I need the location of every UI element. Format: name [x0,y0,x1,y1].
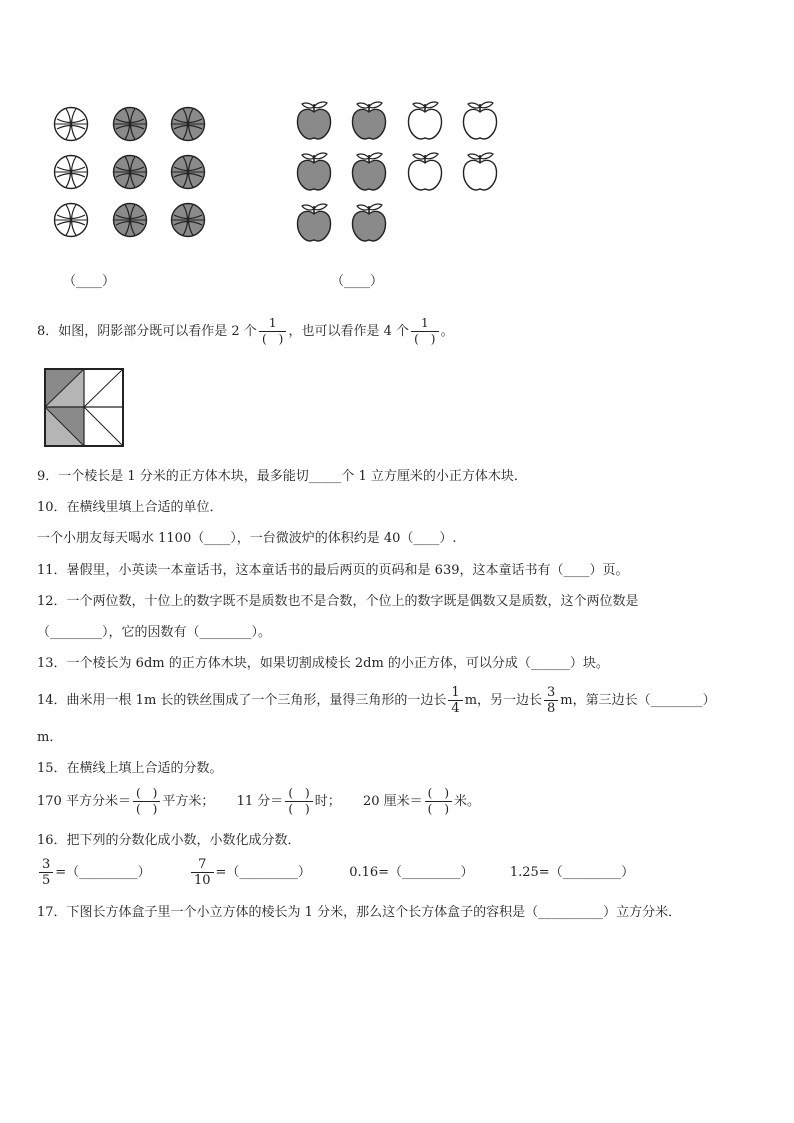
apple-icon-empty [461,152,499,192]
fraction-q8-a[interactable]: $\frac{1}{( )}$ [259,316,287,347]
basketball-icon-shaded [170,154,206,190]
question-8: 8．如图，阴影部分既可以看作是 2 个 $\frac{1}{( )}$ ，也可以看作是 4 个 $\frac{1}{( )}$ 。 [37,316,454,346]
question-17: 17．下图长方体盒子里一个小立方体的棱长为 1 分米，那么这个长方体盒子的容积是（__________）立方分米． [37,905,682,920]
apple-icon-shaded [350,152,388,192]
basketball-icon-shaded [112,202,148,238]
question-16-title: 16．把下列的分数化成小数，小数化成分数． [37,833,301,848]
question-15-items: 170 平方分米＝ $\frac{( )}{( )}$ 平方米； 11 分＝ $\frac{( )}{( )}$ 时； 20 厘米＝ $\frac{( )}{( )}$ 米。 [37,786,481,816]
question-10-line: 一个小朋友每天喝水 1100（____），一台微波炉的体积约是 40（____）. [37,531,457,546]
question-12-line2: （________），它的因数有（________）。 [37,625,272,640]
apple-icon-shaded [350,203,388,243]
apple-icon-empty [406,101,444,141]
question-12-line1: 12．一个两位数，十位上的数字既不是质数也不是合数，个位上的数字既是偶数又是质数，这个两位数是 [37,594,639,609]
basketball-icon-empty [53,106,89,142]
question-14: 14．曲米用一根 1m 长的铁丝围成了一个三角形，量得三角形的一边长 $\frac{1}{4}$ m，另一边长 $\frac{3}{8}$ m，第三边长（________） [37,685,716,716]
apple-icon-shaded [295,203,333,243]
basketball-icon-shaded [170,106,206,142]
fraction-q14-b: $\frac{3}{8}$ [544,685,558,716]
basketball-icon-shaded [170,202,206,238]
question-15-title: 15．在横线上填上合适的分数。 [37,761,223,776]
question-10-title: 10．在横线里填上合适的单位． [37,500,223,515]
question-13: 13．一个棱长为 6dm 的正方体木块，如果切割成棱长 2dm 的小正方体，可以分成（______）块。 [37,656,609,671]
apple-icon-empty [406,152,444,192]
q16-d[interactable]: 1.25=（_________） [509,865,635,880]
apple-icon-shaded [295,101,333,141]
question-14-line2: m． [37,730,63,745]
question-11: 11．暑假里，小英读一本童话书，这本童话书的最后两页的页码和是 639，这本童话书有（____）页。 [37,563,629,578]
fraction-q15-c[interactable]: $\frac{( )}{( )}$ [425,786,452,817]
fraction-q16-b: $\frac{7}{10}$ [191,857,214,888]
basketball-icon-shaded [112,106,148,142]
fraction-q15-a[interactable]: $\frac{( )}{( )}$ [133,786,160,817]
question-16-items [37,857,634,889]
shaded-square-figure [42,366,127,449]
basketball-icon-empty [53,154,89,190]
apples-answer-blank[interactable]: （____） [331,274,384,289]
fraction-q15-b[interactable]: $\frac{( )}{( )}$ [285,786,312,817]
basketball-icon-empty [53,202,89,238]
apple-icon-shaded [295,152,333,192]
fraction-q8-b[interactable]: $\frac{1}{( )}$ [411,316,439,347]
question-9: 9．一个棱长是 1 分米的正方体木块，最多能切_____个 1 立方厘米的小正方体木块． [37,469,527,484]
q16-a-blank[interactable]: =（_________） [55,865,151,880]
fraction-q16-a: $\frac{3}{5}$ [39,857,53,888]
fraction-q14-a: $\frac{1}{4}$ [448,685,462,716]
apple-icon-shaded [350,101,388,141]
basketball-icon-shaded [112,154,148,190]
q16-b-blank[interactable]: =（_________） [215,865,311,880]
q16-c[interactable]: 0.16=（_________） [349,865,474,880]
apple-icon-empty [461,101,499,141]
balls-answer-blank[interactable]: （____） [63,274,116,289]
